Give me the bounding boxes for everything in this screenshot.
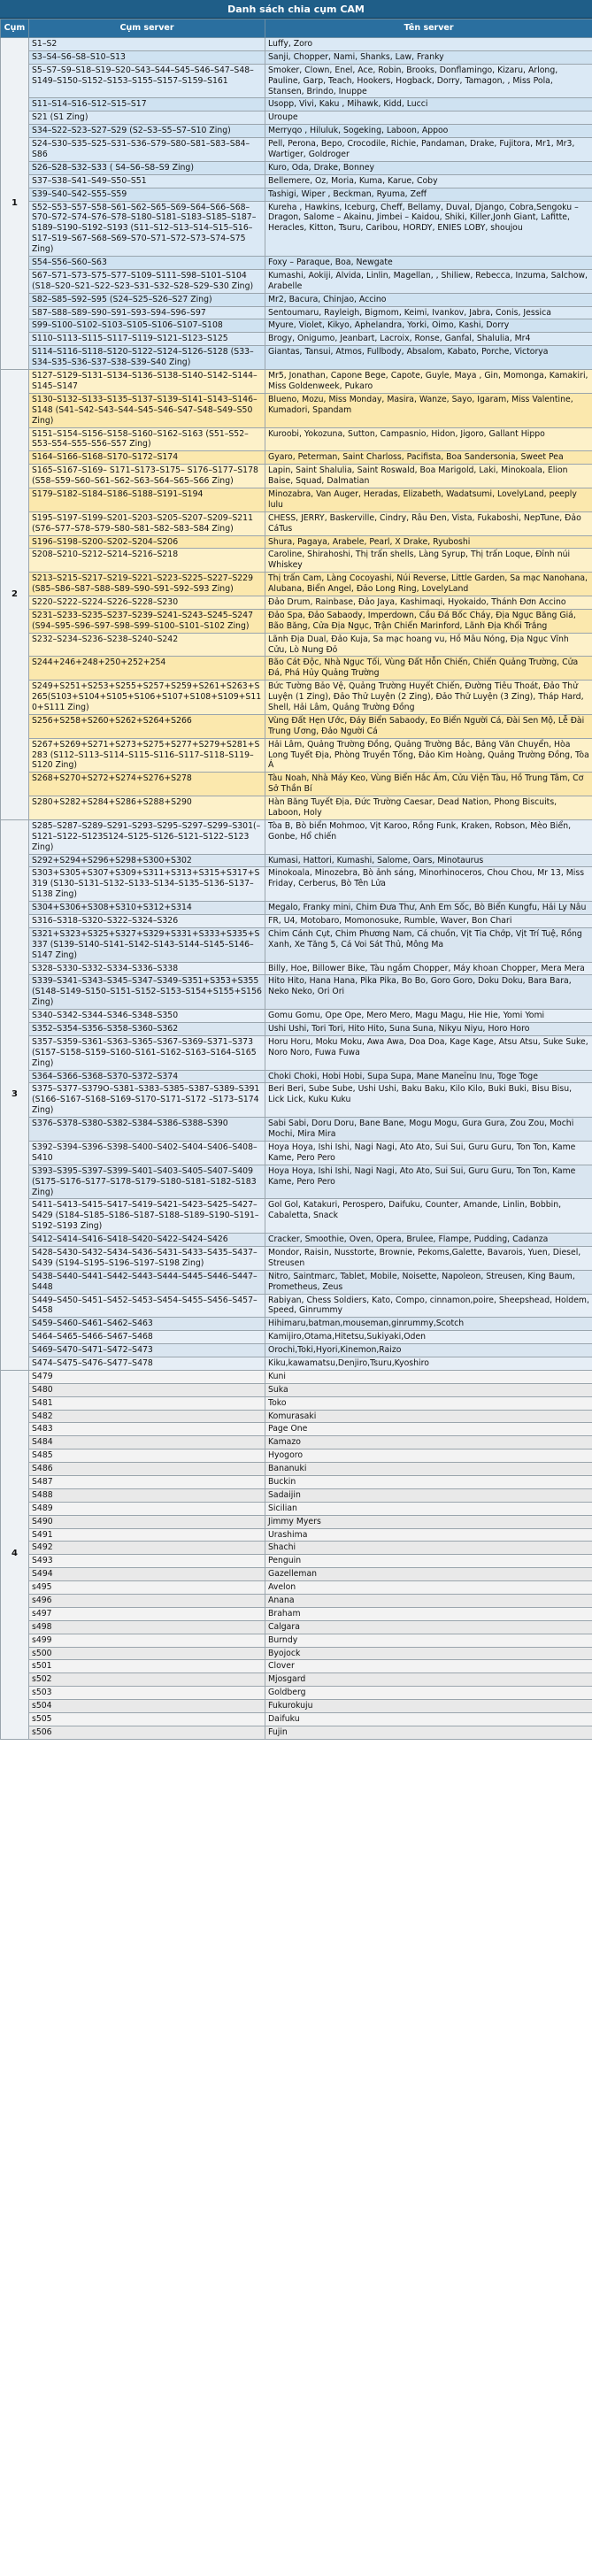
server-range-cell: S208–S210–S212–S214–S216–S218 [29, 549, 265, 573]
server-names-cell: Bananuki [265, 1463, 592, 1476]
server-names-cell: Horu Horu, Moku Moku, Awa Awa, Doa Doa, Kage Kage, Atsu Atsu, Suke Suke, Noro Noro, Fuwa Fuwa [265, 1035, 592, 1070]
server-names-cell: Orochi,Toki,Hyori,Kinemon,Raizo [265, 1344, 592, 1357]
table-row [1, 1620, 592, 1634]
server-names-cell: Caroline, Shirahoshi, Thị trấn shells, Làng Syrup, Thị trấn Loque, Đỉnh núi Whiskey [265, 549, 592, 573]
server-range-cell: S67–S71–S73–S75–S77–S109–S111–S98–S101–S104 (S18–S20–S21–S22–S23–S31–S32–S28–S29–S30 Zing) [29, 269, 265, 293]
table-row [1, 1647, 592, 1660]
server-range-cell: S82–S85–S92–S95 (S24–S25–S26–S27 Zing) [29, 293, 265, 306]
table-row [1, 535, 592, 549]
server-names-cell: Smoker, Clown, Enel, Ace, Robin, Brooks, Donflamingo, Kizaru, Arlong, Pauline, Garp, Teach, Hookers, Hogback, Dorry, Tamagon, , Miss Pola, Stansen, Brindo, Inuppe [265, 64, 592, 98]
table-row [1, 1449, 592, 1463]
table-row [1, 38, 592, 51]
cluster-number: 4 [1, 1370, 29, 1739]
server-range-cell: S375–S377–S379O–S381–S383–S385–S387–S389–S391 (S166–S167–S168–S169–S170–S171–S172 –S173–S174 Zing) [29, 1083, 265, 1118]
server-range-cell: s506 [29, 1726, 265, 1739]
server-range-cell: S304+S306+S308+S310+S312+S314 [29, 902, 265, 915]
server-names-cell: Sicilian [265, 1502, 592, 1515]
table-row [1, 1199, 592, 1234]
table-row [1, 1318, 592, 1331]
table-row [1, 975, 592, 1010]
server-range-cell: S483 [29, 1423, 265, 1436]
table-row [1, 1660, 592, 1673]
server-range-cell: S412–S414–S416–S418–S420–S422–S424–S426 [29, 1234, 265, 1247]
table-row [1, 257, 592, 270]
server-names-cell: Hải Lâm, Quảng Trường Đồng, Quảng Trường Bắc, Bảng Văn Chuyển, Hòa Long Tuyết Địa, Phòng Truyền Tống, Đảo Kim Hoàng, Quảng Trường Đồng, Tòa Á [265, 738, 592, 773]
server-range-cell: S492 [29, 1542, 265, 1555]
server-range-cell: S232–S234–S236–S238–S240–S242 [29, 633, 265, 657]
server-names-cell: Tashigi, Wiper , Beckman, Ryuma, Zeff [265, 188, 592, 201]
server-range-cell: S3–S4–S6–S8–S10–S13 [29, 50, 265, 64]
table-row [1, 1010, 592, 1023]
server-range-cell: S474–S475–S476–S477–S478 [29, 1357, 265, 1370]
server-range-cell: S52–S53–S57–S58–S61–S62–S65–S69–S64–S66–S68–S70–S72–S74–S76–S78–S180–S181–S183–S185–S187–S189–S190–S192–S193 (S11–S12–S13–S14–S15–S16–S17–S19–S67–S68–S69–S70–S71–S72–S73–S74–S75 Zing) [29, 201, 265, 256]
server-range-cell: S244+246+248+250+252+254 [29, 657, 265, 681]
table-row [1, 1035, 592, 1070]
table-row [1, 1581, 592, 1595]
server-range-cell: S438–S440–S441–S442–S443–S444–S445–S446–S447–S448 [29, 1270, 265, 1294]
server-names-cell: Kuroobi, Yokozuna, Sutton, Campasnio, Hidon, Jigoro, Gallant Hippo [265, 427, 592, 451]
server-names-cell: Sentoumaru, Rayleigh, Bigmom, Keimi, Ivankov, Jabra, Conis, Jessica [265, 306, 592, 319]
table-row [1, 1331, 592, 1344]
table-row [1, 1687, 592, 1700]
server-range-cell: s495 [29, 1581, 265, 1595]
server-names-cell: Urashima [265, 1528, 592, 1542]
server-range-cell: S489 [29, 1502, 265, 1515]
header-server-group: Cụm server [29, 19, 265, 38]
server-range-cell: S364–S366–S368–S370–S372–S374 [29, 1070, 265, 1083]
table-row [1, 596, 592, 609]
server-names-cell: Suka [265, 1383, 592, 1396]
server-range-cell: S26–S28–S32–S33 ( S4–S6–S8–S9 Zing) [29, 161, 265, 174]
server-range-cell: S256+S258+S260+S262+S264+S266 [29, 714, 265, 738]
table-row [1, 657, 592, 681]
server-range-cell: S220–S222–S224–S226–S228–S230 [29, 596, 265, 609]
server-names-cell: Gol Gol, Katakuri, Perospero, Daifuku, Counter, Amande, Linlin, Bobbin, Cabaletta, Snack [265, 1199, 592, 1234]
server-range-cell: S151–S154–S156–S158–S160–S162–S163 (S51–S52–S53–S54–S55–S56–S57 Zing) [29, 427, 265, 451]
server-names-cell: Gyaro, Peterman, Saint Charloss, Pacifista, Boa Sandersonia, Sweet Pea [265, 451, 592, 465]
table-row [1, 427, 592, 451]
table-row [1, 451, 592, 465]
server-names-cell: Chim Cánh Cụt, Chim Phương Nam, Cá chuồn, Vịt Tia Chớp, Vịt Trí Tuệ, Rồng Xanh, Xe Tăng 5, Cá Voi Sát Thủ, Mông Ma [265, 927, 592, 962]
server-range-cell: s503 [29, 1687, 265, 1700]
server-range-cell: S392–S394–S396–S398–S400–S402–S404–S406–S408–S410 [29, 1141, 265, 1165]
cluster-number: 1 [1, 38, 29, 370]
server-names-cell: Mjosgard [265, 1673, 592, 1687]
server-range-cell: S179–S182–S184–S186–S188–S191–S194 [29, 488, 265, 511]
server-range-cell: S494 [29, 1568, 265, 1581]
server-names-cell: Penguin [265, 1555, 592, 1568]
server-range-cell: S114–S116–S118–S120–S122–S124–S126–S128 (S33–S34–S35–S36–S37–S38–S39–S40 Zing) [29, 346, 265, 370]
server-range-cell: s500 [29, 1647, 265, 1660]
table-row [1, 1700, 592, 1713]
server-range-cell: s501 [29, 1660, 265, 1673]
server-range-cell: S428–S430–S432–S434–S436–S431–S433–S435–S437–S439 (S194–S195–S196–S197–S198 Zing) [29, 1246, 265, 1270]
server-names-cell: Hito Hito, Hana Hana, Pika Pika, Bo Bo, Goro Goro, Doku Doku, Bara Bara, Neko Neko, Ori Ori [265, 975, 592, 1010]
server-range-cell: S87–S88–S89–S90–S91–S93–S94–S96–S97 [29, 306, 265, 319]
server-names-cell: Myure, Violet, Kikyo, Aphelandra, Yorki, Oimo, Kashi, Dorry [265, 319, 592, 333]
server-range-cell: S195–S197–S199–S201–S203–S205–S207–S209–S211 (S76–S77–S78–S79–S80–S81–S82–S83–S84 Zing) [29, 511, 265, 535]
server-names-cell: Kuro, Oda, Drake, Bonney [265, 161, 592, 174]
table-row [1, 1488, 592, 1502]
server-names-cell: Bellemere, Oz, Moria, Kuma, Karue, Coby [265, 174, 592, 188]
table-row [1, 174, 592, 188]
header-cum: Cụm [1, 19, 29, 38]
server-range-cell: S267+S269+S271+S273+S275+S277+S279+S281+S283 (S112–S113–S114–S115–S116–S117–S118–S119–S120 Zing) [29, 738, 265, 773]
table-row [1, 50, 592, 64]
server-range-cell: S376–S378–S380–S382–S384–S386–S388–S390 [29, 1118, 265, 1142]
server-range-cell: S482 [29, 1410, 265, 1423]
server-names-cell: Megalo, Franky mini, Chim Đưa Thư, Anh Em Sốc, Bò Biển Kungfu, Hải Ly Nâu [265, 902, 592, 915]
table-row [1, 125, 592, 138]
table-row [1, 293, 592, 306]
table-row [1, 819, 592, 854]
server-names-cell: Shachi [265, 1542, 592, 1555]
table-row [1, 1475, 592, 1488]
table-row [1, 111, 592, 125]
table-row [1, 64, 592, 98]
cluster-number: 3 [1, 819, 29, 1370]
server-names-cell: Blueno, Mozu, Miss Monday, Masira, Wanze, Sayo, Igaram, Miss Valentine, Kumadori, Spandam [265, 393, 592, 427]
server-names-cell: Giantas, Tansui, Atmos, Fullbody, Absalom, Kabato, Porche, Victorya [265, 346, 592, 370]
server-range-cell: S5–S7–S9–S18–S19–S20–S43–S44–S45–S46–S47–S48–S149–S150–S152–S153–S155–S157–S159–S161 [29, 64, 265, 98]
table-row [1, 738, 592, 773]
server-range-cell: S484 [29, 1436, 265, 1449]
server-range-cell: S268+S270+S272+S274+S276+S278 [29, 773, 265, 796]
table-row [1, 1023, 592, 1036]
server-range-cell: S480 [29, 1383, 265, 1396]
table-row [1, 962, 592, 975]
server-names-cell: Minokoala, Minozebra, Bò ảnh sáng, Minorhinoceros, Chou Chou, Mr 13, Miss Friday, Cerberus, Bò Tên Lửa [265, 867, 592, 902]
server-range-cell: S1–S2 [29, 38, 265, 51]
server-names-cell: Ushi Ushi, Tori Tori, Hito Hito, Suna Suna, Nikyu Niyu, Horo Horo [265, 1023, 592, 1036]
server-range-cell: S213–S215–S217–S219–S221–S223–S225–S227–S229 (S85–S86–S87–S88–S89–S90–S91–S92–S93 Zing) [29, 573, 265, 596]
server-range-cell: S24–S30–S35–S25–S31–S36–S79–S80–S81–S83–S84–S86 [29, 138, 265, 162]
server-names-cell: Sabi Sabi, Doru Doru, Bane Bane, Mogu Mogu, Gura Gura, Zou Zou, Mochi Mochi, Mira Mira [265, 1118, 592, 1142]
server-range-cell: S339–S341–S343–S345–S347–S349–S351+S353+S355 (S148–S149–S150–S151–S152–S153–S154+S155+S156 Zing) [29, 975, 265, 1010]
server-names-cell: Gomu Gomu, Ope Ope, Mero Mero, Magu Magu, Hie Hie, Yomi Yomi [265, 1010, 592, 1023]
server-range-cell: s499 [29, 1634, 265, 1647]
server-range-cell: s496 [29, 1595, 265, 1608]
server-names-cell: Anana [265, 1595, 592, 1608]
table-row [1, 609, 592, 633]
table-row [1, 465, 592, 488]
server-names-cell: Clover [265, 1660, 592, 1673]
server-names-cell: Mondor, Raisin, Nusstorte, Brownie, Pekoms,Galette, Bavarois, Yuen, Diesel, Streusen [265, 1246, 592, 1270]
server-range-cell: S130–S132–S133–S135–S137–S139–S141–S143–S146–S148 (S41–S42–S43–S44–S45–S46–S47–S48–S49–S50 Zing) [29, 393, 265, 427]
table-row [1, 306, 592, 319]
server-names-cell: Kumasi, Hattori, Kumashi, Salome, Oars, Minotaurus [265, 854, 592, 867]
server-names-cell: Fujin [265, 1726, 592, 1739]
server-names-cell: Goldberg [265, 1687, 592, 1700]
server-range-cell: S196–S198–S200–S202–S204–S206 [29, 535, 265, 549]
table-row [1, 201, 592, 256]
table-row [1, 854, 592, 867]
server-range-cell: S357–S359–S361–S363–S365–S367–S369–S371–S373 (S157–S158–S159–S160–S161–S162–S163–S164–S165 Zing) [29, 1035, 265, 1070]
server-names-cell: Sadaijin [265, 1488, 592, 1502]
server-names-cell: Daifuku [265, 1713, 592, 1726]
server-names-cell: Page One [265, 1423, 592, 1436]
table-row [1, 1270, 592, 1294]
table-row [1, 1463, 592, 1476]
server-range-cell: S39–S40–S42–S55–S59 [29, 188, 265, 201]
server-range-cell: S449–S450–S451–S452–S453–S454–S455–S456–S457–S458 [29, 1294, 265, 1318]
server-range-cell: S54–S56–S60–S63 [29, 257, 265, 270]
server-range-cell: S37–S38–S41–S49–S50–S51 [29, 174, 265, 188]
table-row [1, 573, 592, 596]
table-row [1, 1713, 592, 1726]
server-range-cell: S99–S100–S102–S103–S105–S106–S107–S108 [29, 319, 265, 333]
server-range-cell: S393–S395–S397–S399–S401–S403–S405–S407–S409 (S175–S176–S177–S178–S179–S180–S181–S182–S183 Zing) [29, 1165, 265, 1199]
table-row [1, 1410, 592, 1423]
table-row [1, 393, 592, 427]
table-row [1, 138, 592, 162]
server-range-cell: S340–S342–S344–S346–S348–S350 [29, 1010, 265, 1023]
server-names-cell: Tòa B, Bò biển Mohmoo, Vịt Karoo, Rồng Funk, Kraken, Robson, Mèo Biển, Gonbe, Hổ chiến [265, 819, 592, 854]
table-body [1, 38, 592, 1740]
server-names-cell: Kumashi, Aokiji, Alvida, Linlin, Magellan, , Shiliew, Rebecca, Inzuma, Salchow, Arabelle [265, 269, 592, 293]
server-names-cell: Hoya Hoya, Ishi Ishi, Nagi Nagi, Ato Ato, Sui Sui, Guru Guru, Ton Ton, Kame Kame, Pero Pero [265, 1141, 592, 1165]
server-range-cell: S487 [29, 1475, 265, 1488]
server-names-cell: Vùng Đất Hẹn Ước, Đáy Biển Sabaody, Eo Biển Người Cá, Đài Sen Mộ, Lễ Đài Trung Ương, Đảo Người Cá [265, 714, 592, 738]
server-names-cell: Foxy – Paraque, Boa, Newgate [265, 257, 592, 270]
server-names-cell: Đảo Spa, Đảo Sabaody, Imperdown, Cầu Đá Bốc Cháy, Địa Ngục Băng Giá, Bão Băng, Cửa Địa Ngục, Trận Chiến Marinford, Lãnh Địa Khối Trắng [265, 609, 592, 633]
server-names-cell: Komurasaki [265, 1410, 592, 1423]
server-names-cell: Burndy [265, 1634, 592, 1647]
table-row [1, 1595, 592, 1608]
table-row [1, 1607, 592, 1620]
table-row [1, 269, 592, 293]
server-range-cell: S165–S167–S169– S171–S173–S175– S176–S177–S178 (S58–S59–S60–S61–S62–S63–S64–S65–S66 Zing) [29, 465, 265, 488]
server-names-cell: Hàn Băng Tuyết Địa, Đức Trường Caesar, Dead Nation, Phong Biscuits, Laboon, Holy [265, 796, 592, 820]
server-range-cell: S249+S251+S253+S255+S257+S259+S261+S263+S265(S103+S104+S105+S106+S107+S108+S109+S110+S111 Zing) [29, 681, 265, 715]
server-names-cell: Uroupe [265, 111, 592, 125]
table-row [1, 633, 592, 657]
server-names-cell: CHESS, JERRY, Baskerville, Cindry, Râu Đen, Vista, Fukaboshi, NepTune, Đảo CáTus [265, 511, 592, 535]
server-names-cell: Tàu Noah, Nhà Máy Keo, Vùng Biển Hắc Ám, Cửu Viện Tàu, Hồ Trung Tâm, Cơ Sở Thần Bí [265, 773, 592, 796]
server-names-cell: Calgara [265, 1620, 592, 1634]
server-range-cell: S481 [29, 1396, 265, 1410]
server-names-cell: Hyogoro [265, 1449, 592, 1463]
table-row [1, 1515, 592, 1528]
table-row [1, 1246, 592, 1270]
server-names-cell: Kamazo [265, 1436, 592, 1449]
server-names-cell: Usopp, Vivi, Kaku , Mihawk, Kidd, Lucci [265, 98, 592, 111]
table-row [1, 902, 592, 915]
table-title: Danh sách chia cụm CAM [0, 0, 592, 19]
table-row [1, 1673, 592, 1687]
server-names-cell: Fukurokuju [265, 1700, 592, 1713]
table-row [1, 1141, 592, 1165]
server-range-cell: S486 [29, 1463, 265, 1476]
server-names-cell: Sanji, Chopper, Nami, Shanks, Law, Franky [265, 50, 592, 64]
table-row [1, 1370, 592, 1383]
server-range-cell: S127–S129–S131–S134–S136–S138–S140–S142–S144–S145–S147 [29, 370, 265, 394]
table-row [1, 346, 592, 370]
server-names-cell: Jimmy Myers [265, 1515, 592, 1528]
server-names-cell: Buckin [265, 1475, 592, 1488]
table-row [1, 1568, 592, 1581]
server-names-cell: Toko [265, 1396, 592, 1410]
server-names-cell: Mr2, Bacura, Chinjao, Accino [265, 293, 592, 306]
table-row [1, 1118, 592, 1142]
table-row [1, 773, 592, 796]
server-names-cell: Kureha , Hawkins, Iceburg, Cheff, Bellamy, Duval, Django, Cobra,Sengoku – Dragon, Salome – Akainu, Jimbei – Kaidou, Shiki, Killer,Jonh Giant, Lafitte, Heracles, Kitton, Tsuru, Caribou, HORDY, ENIES LOBY, shoujou [265, 201, 592, 256]
server-range-cell: S303+S305+S307+S309+S311+S313+S315+S317+S319 (S130–S131–S132–S133–S134–S135–S136–S137–S138 Zing) [29, 867, 265, 902]
table-row [1, 714, 592, 738]
server-range-cell: s505 [29, 1713, 265, 1726]
table-row [1, 188, 592, 201]
table-row [1, 333, 592, 346]
table-row [1, 927, 592, 962]
server-range-cell: S21 (S1 Zing) [29, 111, 265, 125]
table-row [1, 867, 592, 902]
table-row [1, 549, 592, 573]
server-range-cell: s498 [29, 1620, 265, 1634]
server-names-cell: Thị trấn Cam, Làng Cocoyashi, Núi Reverse, Little Garden, Sa mạc Nanohana, Alubana, Biển Angel, Đảo Long Ring, LovelyLand [265, 573, 592, 596]
server-names-cell: Kiku,kawamatsu,Denjiro,Tsuru,Kyoshiro [265, 1357, 592, 1370]
table-row [1, 488, 592, 511]
server-range-cell: S352–S354–S356–S358–S360–S362 [29, 1023, 265, 1036]
server-range-cell: S285–S287–S289–S291–S293–S295–S297–S299–S301(–S121–S122–S123S124–S125–S126–S121–S122–S123 Zing) [29, 819, 265, 854]
server-names-cell: Kuni [265, 1370, 592, 1383]
table-row [1, 1165, 592, 1199]
server-names-cell: Byojock [265, 1647, 592, 1660]
server-range-cell: S292+S294+S296+S298+S300+S302 [29, 854, 265, 867]
server-cluster-table [0, 19, 592, 1740]
table-row [1, 1634, 592, 1647]
table-row [1, 1528, 592, 1542]
server-names-cell: Beri Beri, Sube Sube, Ushi Ushi, Baku Baku, Kilo Kilo, Buki Buki, Bisu Bisu, Lick Lick, Kuku Kuku [265, 1083, 592, 1118]
header-server-name: Tên server [265, 19, 592, 38]
table-row [1, 796, 592, 820]
server-names-cell: Luffy, Zoro [265, 38, 592, 51]
server-names-cell: Nitro, Saintmarc, Tablet, Mobile, Noisette, Napoleon, Streusen, King Baum, Prometheus, Zeus [265, 1270, 592, 1294]
table-row [1, 1423, 592, 1436]
server-range-cell: S488 [29, 1488, 265, 1502]
server-names-cell: Brogy, Onigumo, Jeanbart, Lacroix, Ronse, Ganfal, Shalulia, Mr4 [265, 333, 592, 346]
table-row [1, 511, 592, 535]
server-range-cell: S459–S460–S461–S462–S463 [29, 1318, 265, 1331]
table-row [1, 161, 592, 174]
server-range-cell: S490 [29, 1515, 265, 1528]
server-range-cell: S328–S330–S332–S334–S336–S338 [29, 962, 265, 975]
server-range-cell: S280+S282+S284+S286+S288+S290 [29, 796, 265, 820]
server-names-cell: Bức Tường Bảo Vệ, Quảng Trường Huyết Chiến, Đường Tiêu Thoát, Đảo Thử Luyện (1 Zing), Đảo Thử Luyện (2 Zing), Đảo Thử Luyện (3 Zing), Tháp Hard, Shell, Hải Lâm, Quảng Trường Đồng [265, 681, 592, 715]
server-names-cell: Đảo Drum, Rainbase, Đảo Jaya, Kashimaqi, Hyokaido, Thánh Đơn Accino [265, 596, 592, 609]
server-names-cell: Pell, Perona, Bepo, Crocodile, Richie, Pandaman, Drake, Fujitora, Mr1, Mr3, Wartiger, Goldroger [265, 138, 592, 162]
server-names-cell: Bão Cát Độc, Nhà Ngục Tối, Vùng Đất Hỗn Chiến, Chiến Quảng Trường, Cửa Đá, Phá Hủy Quảng Trường [265, 657, 592, 681]
table-row [1, 1396, 592, 1410]
server-names-cell: Choki Choki, Hobi Hobi, Supa Supa, Mane Maneīnu Inu, Toge Toge [265, 1070, 592, 1083]
table-row [1, 1357, 592, 1370]
server-names-cell: Billy, Hoe, Billower Bike, Tàu ngầm Chopper, Máy khoan Chopper, Mera Mera [265, 962, 592, 975]
server-names-cell: Hihimaru,batman,mouseman,ginrummy,Scotch [265, 1318, 592, 1331]
server-range-cell: S164–S166–S168–S170–S172–S174 [29, 451, 265, 465]
table-row [1, 1436, 592, 1449]
server-names-cell: Avelon [265, 1581, 592, 1595]
server-names-cell: Shura, Pagaya, Arabele, Pearl, X Drake, Ryuboshi [265, 535, 592, 549]
server-range-cell: s497 [29, 1607, 265, 1620]
server-names-cell: Merryqo , Hiluluk, Sogeking, Laboon, Appoo [265, 125, 592, 138]
server-range-cell: S34–S22–S23–S27–S29 (S2–S3–S5–S7–S10 Zing) [29, 125, 265, 138]
server-names-cell: Mr5, Jonathan, Capone Bege, Capote, Guyle, Maya , Gin, Momonga, Kamakiri, Miss Goldenweek, Pukaro [265, 370, 592, 394]
table-row [1, 1502, 592, 1515]
server-names-cell: Minozabra, Van Auger, Heradas, Elizabeth, Wadatsumi, LovelyLand, peeply lulu [265, 488, 592, 511]
table-row [1, 1383, 592, 1396]
server-range-cell: s504 [29, 1700, 265, 1713]
server-names-cell: Rabiyan, Chess Soldiers, Kato, Compo, cinnamon,poire, Sheepshead, Holdem, Speed, Ginrummy [265, 1294, 592, 1318]
table-row [1, 370, 592, 394]
cluster-number: 2 [1, 370, 29, 820]
table-row [1, 1344, 592, 1357]
server-range-cell: S479 [29, 1370, 265, 1383]
table-row [1, 681, 592, 715]
server-names-cell: FR, U4, Motobaro, Momonosuke, Rumble, Waver, Bon Chari [265, 915, 592, 928]
server-names-cell: Cracker, Smoothie, Oven, Opera, Brulee, Flampe, Pudding, Cadanza [265, 1234, 592, 1247]
header-row [1, 19, 592, 38]
server-range-cell: S493 [29, 1555, 265, 1568]
server-range-cell: S231–S233–S235–S237–S239–S241–S243–S245–S247 (S94–S95–S96–S97–S98–S99–S100–S101–S102 Zing) [29, 609, 265, 633]
table-row [1, 1294, 592, 1318]
server-range-cell: S316–S318–S320–S322–S324–S326 [29, 915, 265, 928]
table-row [1, 1083, 592, 1118]
server-range-cell: S464–S465–S466–S467–S468 [29, 1331, 265, 1344]
server-range-cell: s502 [29, 1673, 265, 1687]
server-names-cell: Hoya Hoya, Ishi Ishi, Nagi Nagi, Ato Ato, Sui Sui, Guru Guru, Ton Ton, Kame Kame, Pero Pero [265, 1165, 592, 1199]
server-range-cell: S110–S113–S115–S117–S119–S121–S123–S125 [29, 333, 265, 346]
server-names-cell: Gazelleman [265, 1568, 592, 1581]
server-range-cell: S411–S413–S415–S417–S419–S421–S423–S425–S427–S429 (S184–S185–S186–S187–S188–S189–S190–S191–S192–S193 Zing) [29, 1199, 265, 1234]
server-range-cell: S321+S323+S325+S327+S329+S331+S333+S335+S337 (S139–S140–S141–S142–S143–S144–S145–S146–S147 Zing) [29, 927, 265, 962]
server-names-cell: Lãnh Địa Dual, Đảo Kuja, Sa mạc hoang vu, Hồ Mâu Nóng, Địa Ngục Vĩnh Cửu, Lò Nung Đỏ [265, 633, 592, 657]
server-range-cell: S469–S470–S471–S472–S473 [29, 1344, 265, 1357]
table-row [1, 319, 592, 333]
server-range-cell: S491 [29, 1528, 265, 1542]
server-names-cell: Braham [265, 1607, 592, 1620]
server-range-cell: S485 [29, 1449, 265, 1463]
table-row [1, 1234, 592, 1247]
server-range-cell: S11–S14–S16–S12–S15–S17 [29, 98, 265, 111]
table-row [1, 98, 592, 111]
table-row [1, 1542, 592, 1555]
table-row [1, 1070, 592, 1083]
server-names-cell: Kamijiro,Otama,Hitetsu,Sukiyaki,Oden [265, 1331, 592, 1344]
table-row [1, 1726, 592, 1739]
server-names-cell: Lapin, Saint Shalulia, Saint Roswald, Boa Marigold, Laki, Minokoala, Elion Baise, Squad, Dalmatian [265, 465, 592, 488]
table-row [1, 1555, 592, 1568]
table-row [1, 915, 592, 928]
